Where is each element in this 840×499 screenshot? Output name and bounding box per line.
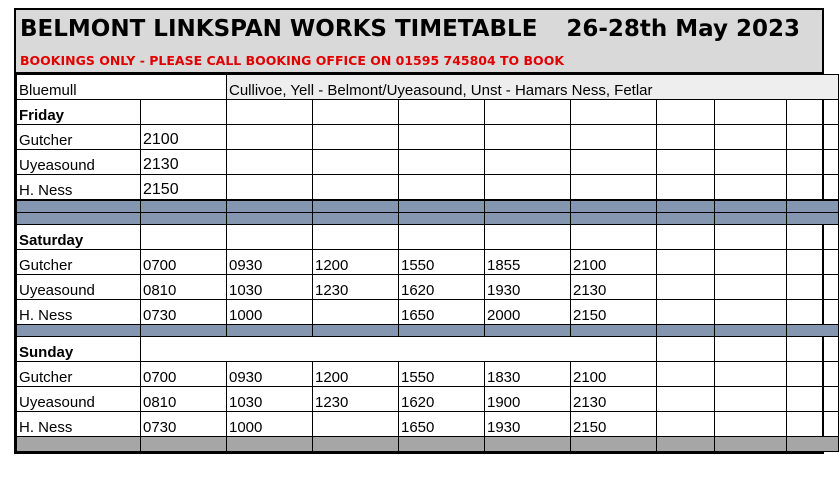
departure-time bbox=[787, 150, 839, 175]
empty-cell bbox=[715, 337, 787, 362]
departure-time bbox=[571, 150, 657, 175]
separator-cell bbox=[17, 200, 141, 213]
separator-cell bbox=[313, 325, 399, 337]
separator-cell bbox=[485, 213, 571, 225]
separator-cell bbox=[399, 325, 485, 337]
empty-cell bbox=[657, 100, 715, 125]
departure-time bbox=[787, 275, 839, 300]
departure-time: 1930 bbox=[485, 275, 571, 300]
empty-cell bbox=[715, 100, 787, 125]
departure-time bbox=[313, 175, 399, 201]
separator-cell bbox=[657, 213, 715, 225]
empty-cell bbox=[571, 225, 657, 250]
departure-time bbox=[657, 275, 715, 300]
departure-time bbox=[227, 125, 313, 150]
separator-cell bbox=[227, 200, 313, 213]
page-title: BELMONT LINKSPAN WORKS TIMETABLE bbox=[20, 16, 538, 42]
departure-time bbox=[485, 175, 571, 201]
day-header-row bbox=[17, 337, 839, 362]
separator-cell bbox=[141, 325, 227, 337]
departure-time bbox=[657, 150, 715, 175]
departure-time: 2130 bbox=[141, 150, 227, 175]
stop-name: H. Ness bbox=[17, 175, 141, 201]
separator-cell bbox=[17, 325, 141, 337]
departure-time: 2150 bbox=[141, 175, 227, 201]
departure-time bbox=[715, 362, 787, 387]
departure-time: 2100 bbox=[571, 250, 657, 275]
departure-time bbox=[313, 150, 399, 175]
departure-time bbox=[715, 150, 787, 175]
empty-cell bbox=[313, 100, 399, 125]
stop-name: H. Ness bbox=[17, 300, 141, 325]
departure-time bbox=[657, 250, 715, 275]
departure-time: 1550 bbox=[399, 362, 485, 387]
empty-cell bbox=[571, 100, 657, 125]
departure-time bbox=[485, 125, 571, 150]
table-row bbox=[17, 150, 839, 175]
stop-name: Uyeasound bbox=[17, 275, 141, 300]
separator-row bbox=[17, 325, 839, 337]
departure-time: 1200 bbox=[313, 362, 399, 387]
separator-row bbox=[17, 437, 839, 452]
separator-cell bbox=[17, 437, 141, 452]
departure-time bbox=[715, 412, 787, 437]
departure-time: 1620 bbox=[399, 387, 485, 412]
separator-cell bbox=[141, 213, 227, 225]
separator-cell bbox=[715, 437, 787, 452]
departure-time bbox=[657, 412, 715, 437]
separator-cell bbox=[227, 213, 313, 225]
separator-cell bbox=[787, 213, 839, 225]
departure-time bbox=[787, 175, 839, 201]
empty-cell bbox=[715, 225, 787, 250]
departure-time bbox=[715, 300, 787, 325]
separator-cell bbox=[227, 437, 313, 452]
route-name: Bluemull bbox=[17, 75, 227, 100]
departure-time: 1550 bbox=[399, 250, 485, 275]
separator-cell bbox=[657, 325, 715, 337]
stop-name: H. Ness bbox=[17, 412, 141, 437]
departure-time bbox=[227, 175, 313, 201]
day-label: Sunday bbox=[17, 337, 141, 362]
departure-time bbox=[715, 387, 787, 412]
empty-cell bbox=[787, 100, 839, 125]
separator-cell bbox=[227, 325, 313, 337]
table-row bbox=[17, 275, 839, 300]
departure-time: 1620 bbox=[399, 275, 485, 300]
departure-time bbox=[715, 125, 787, 150]
route-description: Cullivoe, Yell - Belmont/Uyeasound, Unst - Hamars Ness, Fetlar bbox=[227, 75, 839, 100]
separator-cell bbox=[485, 325, 571, 337]
empty-cell bbox=[485, 225, 571, 250]
empty-cell bbox=[141, 100, 227, 125]
stop-name: Gutcher bbox=[17, 125, 141, 150]
departure-time bbox=[657, 387, 715, 412]
departure-time: 2130 bbox=[571, 275, 657, 300]
departure-time: 1030 bbox=[227, 387, 313, 412]
departure-time bbox=[715, 250, 787, 275]
departure-time: 1000 bbox=[227, 300, 313, 325]
empty-cell bbox=[485, 100, 571, 125]
departure-time: 2130 bbox=[571, 387, 657, 412]
departure-time bbox=[485, 150, 571, 175]
departure-time: 0730 bbox=[141, 412, 227, 437]
departure-time: 2100 bbox=[141, 125, 227, 150]
departure-time: 0700 bbox=[141, 362, 227, 387]
departure-time: 2000 bbox=[485, 300, 571, 325]
empty-cell bbox=[787, 225, 839, 250]
separator-row bbox=[17, 213, 839, 225]
departure-time bbox=[787, 125, 839, 150]
stop-name: Uyeasound bbox=[17, 150, 141, 175]
day-header-row bbox=[17, 100, 839, 125]
departure-time: 0930 bbox=[227, 362, 313, 387]
departure-time: 0810 bbox=[141, 275, 227, 300]
stop-name: Uyeasound bbox=[17, 387, 141, 412]
day-label: Saturday bbox=[17, 225, 141, 250]
departure-time bbox=[787, 387, 839, 412]
departure-time bbox=[399, 150, 485, 175]
empty-cell bbox=[657, 337, 715, 362]
separator-cell bbox=[141, 437, 227, 452]
departure-time bbox=[657, 125, 715, 150]
departure-time: 1030 bbox=[227, 275, 313, 300]
timetable-sheet bbox=[14, 8, 824, 454]
stop-name: Gutcher bbox=[17, 250, 141, 275]
separator-cell bbox=[715, 325, 787, 337]
separator-cell bbox=[141, 200, 227, 213]
table-row bbox=[17, 387, 839, 412]
departure-time bbox=[227, 150, 313, 175]
table-row bbox=[17, 362, 839, 387]
departure-time: 1830 bbox=[485, 362, 571, 387]
departure-time: 1230 bbox=[313, 275, 399, 300]
timetable-table bbox=[16, 74, 839, 452]
departure-time bbox=[313, 125, 399, 150]
separator-row bbox=[17, 200, 839, 213]
departure-time bbox=[313, 300, 399, 325]
separator-cell bbox=[787, 325, 839, 337]
departure-time: 1000 bbox=[227, 412, 313, 437]
departure-time: 0700 bbox=[141, 250, 227, 275]
departure-time bbox=[313, 412, 399, 437]
departure-time bbox=[657, 175, 715, 201]
separator-cell bbox=[485, 200, 571, 213]
separator-cell bbox=[715, 213, 787, 225]
stop-name: Gutcher bbox=[17, 362, 141, 387]
separator-cell bbox=[485, 437, 571, 452]
separator-cell bbox=[571, 200, 657, 213]
table-row bbox=[17, 412, 839, 437]
separator-cell bbox=[313, 213, 399, 225]
departure-time: 2100 bbox=[571, 362, 657, 387]
departure-time bbox=[787, 300, 839, 325]
empty-cell bbox=[227, 100, 313, 125]
table-row bbox=[17, 300, 839, 325]
table-row bbox=[17, 250, 839, 275]
departure-time bbox=[715, 275, 787, 300]
day-label: Friday bbox=[17, 100, 141, 125]
timetable-header bbox=[16, 10, 822, 74]
departure-time: 1650 bbox=[399, 300, 485, 325]
departure-time bbox=[571, 175, 657, 201]
separator-cell bbox=[657, 200, 715, 213]
empty-cell bbox=[141, 225, 227, 250]
departure-time: 1855 bbox=[485, 250, 571, 275]
departure-time: 1900 bbox=[485, 387, 571, 412]
separator-cell bbox=[657, 437, 715, 452]
departure-time bbox=[399, 125, 485, 150]
route-row bbox=[17, 75, 839, 100]
day-header-row bbox=[17, 225, 839, 250]
departure-time: 1230 bbox=[313, 387, 399, 412]
empty-cell bbox=[787, 337, 839, 362]
departure-time: 2150 bbox=[571, 412, 657, 437]
empty-cell bbox=[657, 225, 715, 250]
separator-cell bbox=[715, 200, 787, 213]
empty-cell bbox=[399, 100, 485, 125]
departure-time bbox=[787, 250, 839, 275]
separator-cell bbox=[399, 213, 485, 225]
separator-cell bbox=[313, 437, 399, 452]
table-row bbox=[17, 175, 839, 201]
departure-time: 1930 bbox=[485, 412, 571, 437]
separator-cell bbox=[313, 200, 399, 213]
departure-time: 2150 bbox=[571, 300, 657, 325]
empty-cell bbox=[141, 337, 657, 362]
departure-time bbox=[657, 300, 715, 325]
empty-cell bbox=[399, 225, 485, 250]
departure-time bbox=[787, 362, 839, 387]
separator-cell bbox=[571, 213, 657, 225]
departure-time: 0930 bbox=[227, 250, 313, 275]
departure-time bbox=[715, 175, 787, 201]
departure-time bbox=[657, 362, 715, 387]
separator-cell bbox=[787, 437, 839, 452]
separator-cell bbox=[399, 200, 485, 213]
empty-cell bbox=[227, 225, 313, 250]
separator-cell bbox=[571, 437, 657, 452]
table-row bbox=[17, 125, 839, 150]
separator-cell bbox=[571, 325, 657, 337]
departure-time bbox=[787, 412, 839, 437]
departure-time: 1200 bbox=[313, 250, 399, 275]
booking-notice: BOOKINGS ONLY - PLEASE CALL BOOKING OFFICE ON 01595 745804 TO BOOK bbox=[20, 53, 565, 68]
departure-time: 0810 bbox=[141, 387, 227, 412]
separator-cell bbox=[787, 200, 839, 213]
departure-time: 0730 bbox=[141, 300, 227, 325]
separator-cell bbox=[399, 437, 485, 452]
separator-cell bbox=[17, 213, 141, 225]
departure-time: 1650 bbox=[399, 412, 485, 437]
departure-time bbox=[399, 175, 485, 201]
empty-cell bbox=[313, 225, 399, 250]
departure-time bbox=[571, 125, 657, 150]
date-range: 26-28th May 2023 bbox=[566, 16, 800, 42]
